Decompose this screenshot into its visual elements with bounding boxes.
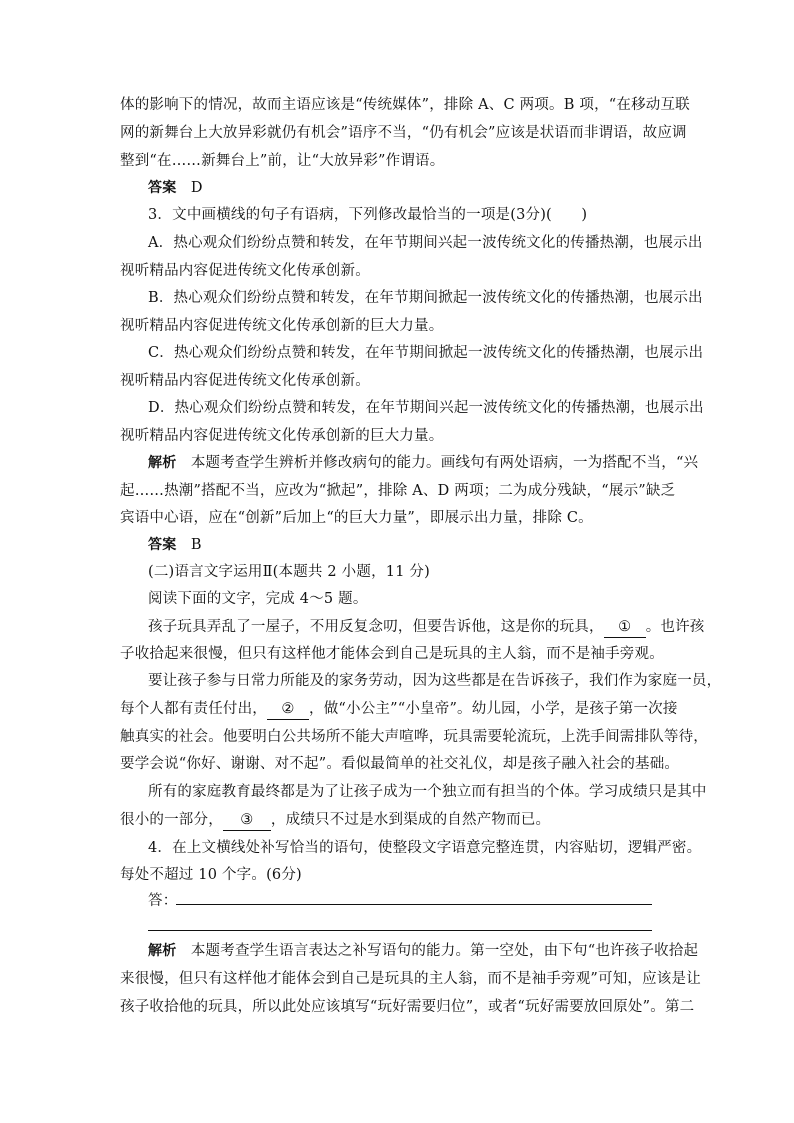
explanation-line: 孩子收拾他的玩具，所以此处应该填写“玩好需要归位”，或者“玩好需要放回原处”。第二	[120, 999, 695, 1015]
option-a-cont: 视听精品内容促进传统文化传承创新。	[120, 263, 370, 279]
passage-line: 要学会说“你好、谢谢、对不起”。看似最简单的社交礼仪，却是孩子融入社会的基础。	[120, 756, 680, 772]
option-b: B．热心观众们纷纷点赞和转发，在年节期间掀起一波传统文化的传播热潮，也展示出	[148, 290, 703, 306]
passage-line: 每个人都有责任付出， ② ，做“小公主”“小皇帝”。幼儿园，小学，是孩子第一次接	[120, 699, 680, 720]
question-3: 3．文中画横线的句子有语病，下列修改最恰当的一项是(3分)( )	[148, 207, 588, 223]
blank-1: ①	[604, 617, 646, 638]
option-b-cont: 视听精品内容促进传统文化传承创新的巨大力量。	[120, 318, 444, 334]
passage-line: 触真实的社会。他要明白公共场所不能大声喧哗，玩具需要轮流玩，上洗手间需排队等待，	[120, 729, 708, 745]
explanation-line: 来很慢，但只有这样他才能体会到自己是玩具的主人翁，而不是袖手旁观”可知，应该是让	[120, 971, 701, 987]
answer-line-rule	[176, 904, 652, 905]
passage-line: 所有的家庭教育最终都是为了让孩子成为一个独立而有担当的个体。学习成绩只是其中	[148, 784, 707, 800]
option-a: A．热心观众们纷纷点赞和转发，在年节期间兴起一波传统文化的传播热潮，也展示出	[148, 235, 703, 251]
answer-label: 答案	[148, 180, 177, 196]
explanation-label: 解析	[148, 455, 177, 471]
explanation-line: 解析 本题考查学生语言表达之补写语句的能力。第一空处，由下句“也许孩子收拾起	[148, 943, 699, 959]
blank-3: ③	[223, 810, 271, 831]
answer-line	[148, 178, 680, 198]
question-4-cont: 每处不超过 10 个字。(6分)	[120, 867, 302, 883]
passage-line: 孩子玩具弄乱了一屋子，不用反复念叨，但要告诉他，这是你的玩具， ① 。也许孩	[148, 617, 680, 638]
explanation-line: 体的影响下的情况，故而主语应该是“传统媒体”，排除 A、C 两项。B 项，“在移动互联	[120, 97, 690, 113]
section-heading: (二)语言文字运用Ⅱ(本题共 2 小题，11 分)	[148, 564, 430, 580]
option-d: D．热心观众们纷纷点赞和转发，在年节期间兴起一波传统文化的传播热潮，也展示出	[148, 400, 704, 416]
explanation-line: 网的新舞台上大放异彩就仍有机会”语序不当，“仍有机会”应该是状语而非谓语，故应调	[120, 125, 687, 141]
option-d-cont: 视听精品内容促进传统文化传承创新的巨大力量。	[120, 428, 444, 444]
explanation-line: 宾语中心语，应在“创新”后加上“的巨大力量”，即展示出力量，排除 C。	[120, 510, 593, 526]
blank-2: ②	[267, 699, 309, 720]
explanation-label: 解析	[148, 943, 177, 959]
answer-line	[148, 535, 680, 555]
reading-instruction: 阅读下面的文字，完成 4～5 题。	[148, 591, 368, 607]
answer-label: 答案	[148, 537, 177, 553]
answer-prompt: 答：	[148, 893, 178, 909]
option-c-cont: 视听精品内容促进传统文化传承创新。	[120, 373, 370, 389]
passage-line: 子收拾起来很慢，但只有这样他才能体会到自己是玩具的主人翁，而不是袖手旁观。	[120, 646, 664, 662]
answer-value: D	[190, 180, 203, 196]
explanation-line: 解析 本题考查学生辨析并修改病句的能力。画线句有两处语病，一为搭配不当，“兴	[148, 455, 699, 471]
explanation-line: 整到“在……新舞台上”前，让“大放异彩”作谓语。	[120, 153, 445, 169]
option-c: C．热心观众们纷纷点赞和转发，在年节期间掀起一波传统文化的传播热潮，也展示出	[148, 345, 704, 361]
question-4: 4．在上文横线处补写恰当的语句，使整段文字语意完整连贯，内容贴切，逻辑严密。	[148, 840, 702, 856]
answer-value: B	[190, 537, 202, 553]
explanation-line: 起……热潮”搭配不当，应改为“掀起”，排除 A、D 两项；二为成分残缺，“展示”缺乏	[120, 483, 676, 499]
passage-line: 很小的一部分， ③ ，成绩只不过是水到渠成的自然产物而已。	[120, 810, 680, 831]
passage-line: 要让孩子参与日常力所能及的家务劳动，因为这些都是在告诉孩子，我们作为家庭一员，	[148, 673, 722, 689]
answer-line-rule	[148, 930, 652, 931]
